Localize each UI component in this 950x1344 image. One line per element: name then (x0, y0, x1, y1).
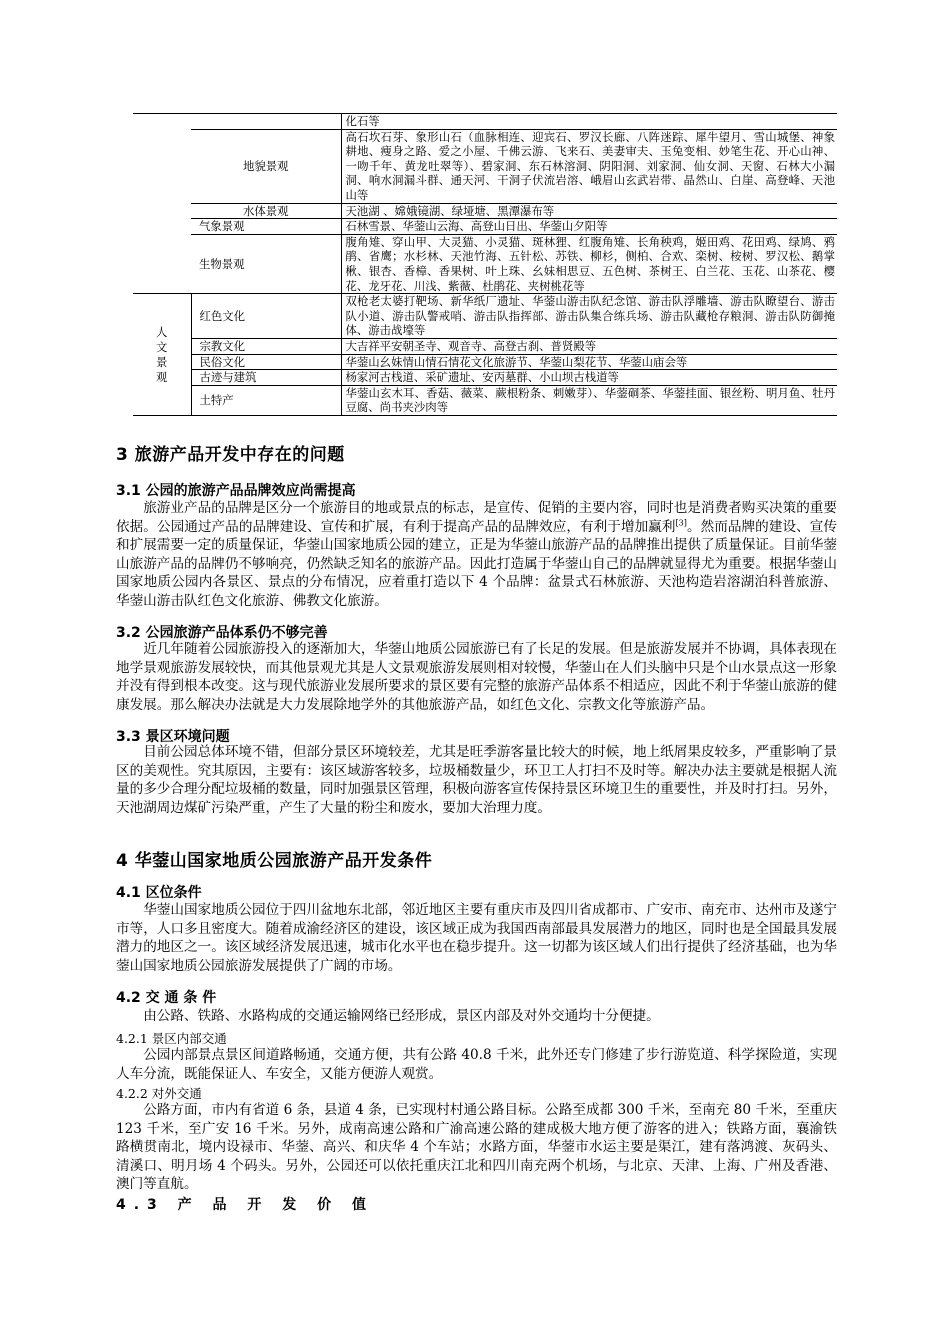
table-row (133, 354, 837, 370)
table-cell: 双枪老太婆打靶场、新华纸厂遗址、华蓥山游击队纪念馆、游击队浮雕墙、游击队瞭望台、游击队小道、游击队警戒哨、游击队指挥部、游击队集合练兵场、游击队藏枪存粮洞、游击队防御掩体、游击战壕等 (341, 294, 837, 339)
table-cell: 华蓥山玄木耳、香菇、薇菜、蕨根粉条、刺嫩芽）、华蓥硐茶、华蓥挂面、银丝粉、明月鱼、牡丹豆腐、尚书夹沙肉等 (341, 385, 837, 415)
table-row (133, 203, 837, 219)
section-3-3-paragraph: 目前公园总体环境不错，但部分景区环境较差，尤其是旺季游客量比较大的时候，地上纸屑果皮较多，严重影响了景区的美观性。究其原因，主要有：该区域游客较多，垃圾桶数量少，环卫工人打扫不及时等。解决办法主要就是根据人流量的多少合理分配垃圾桶的数量，同时加强景区管理，积极向游客宣传保持景区环境卫生的重要性，并及时打扫。另外，天池湖周边煤矿污染严重，产生了大量的粉尘和废水，要加大治理力度。 (116, 744, 837, 816)
section-4-2-paragraph: 由公路、铁路、水路构成的交通运输网络已经形成，景区内部及对外交通均十分便捷。 (143, 1008, 660, 1024)
section-4-2-2-paragraph: 公路方面，市内有省道 6 条，县道 4 条，已实现村村通公路目标。公路至成都 300 千米，至南充 80 千米，至重庆 123 千米，至广安 16 千米。另外，成南高速公路和广渝高速公路的建成极大地方便了游客的进入；铁路方面，襄渝铁路横贯南北，境内设禄市、华蓥、高兴、和庆华 4 个车站；水路方面，华蓥市水运主要是渠江，建有落鸿渡、灰码头、清溪口、明月场 4 个码头。另外，公园还可以依托重庆江北和四川南充两个机场，与北京、天津、上海、广州及香港、澳门等直航。 (116, 1102, 837, 1193)
table-row (133, 129, 837, 203)
category-label: 人文景观 (156, 324, 168, 384)
table-row (133, 370, 837, 386)
table-row (133, 338, 837, 354)
table-row (133, 385, 837, 415)
section-4-2-heading: 4.2 交 通 条 件 (116, 990, 217, 1006)
table-cell: 天池湖 、嫦娥镜湖、绿垭塘、黑潭瀑布等 (341, 203, 837, 219)
category-label: 宗教文化 (191, 338, 341, 354)
section-4-heading: 4 华蓥山国家地质公园旅游产品开发条件 (116, 851, 433, 871)
section-3-3-heading: 3.3 景区环境问题 (116, 729, 230, 745)
category-label: 水体景观 (191, 203, 341, 219)
section-3-2-paragraph: 近几年随着公园旅游投入的逐渐加大，华蓥山地质公园旅游已有了长足的发展。但是旅游发展并不协调，具体表现在地学景观旅游发展较快，而其他景观尤其是人文景观旅游发展则相对较慢，华蓥山在人们头脑中只是个山水景点这一形象并没有得到根本改变。这与现代旅游业发展所要求的景区要有完整的旅游产品体系不相适应，因此不利于华蓥山旅游的健康发展。那么解决办法就是大力发展除地学外的其他旅游产品，如红色文化、宗教文化等旅游产品。 (116, 641, 837, 713)
resource-table (133, 113, 837, 416)
section-3-heading: 3 旅游产品开发中存在的问题 (116, 445, 345, 465)
category-label: 土特产 (191, 385, 341, 415)
section-4-2-1-paragraph: 公园内部景点景区间道路畅通，交通方便，共有公路 40.8 千米，此外还专门修建了步行游览道、科学探险道，实现人车分流，既能保证人、车安全，又能方便游人观赏。 (116, 1047, 837, 1082)
category-label: 生物景观 (191, 234, 341, 293)
table-cell: 高石坎石芽、象形山石（血脉相连、迎宾石、罗汉长廊、八阵迷踪、犀牛望月、雪山城堡、神象耕地、瘦身之路、爱之小屋、千佛云游、飞来石、美妻审夫、玉兔变相、妙笔生花、开心山神、一吻千年、黄龙吐翠等）、碧家洞、东石林溶洞、阴阳洞、刘家洞、仙女洞、天窗、石林大小漏洞、响水洞漏斗群、通天河、干洞子伏流岩溶、峨眉山玄武岩带、晶然山、白崖、高登峰、天池山等 (341, 129, 837, 203)
table-cell: 石林雪景、华蓥山云海、高登山日出、华蓥山夕阳等 (341, 219, 837, 235)
category-label: 红色文化 (191, 294, 341, 339)
section-4-1-heading: 4.1 区位条件 (116, 885, 202, 901)
section-4-3-heading: 4.3 产 品 开 发 价 值 (116, 1197, 375, 1213)
category-label: 地貌景观 (191, 129, 341, 203)
table-row (133, 219, 837, 235)
table-cell: 腹角雉、穿山甲、大灵猫、小灵猫、斑林狸、红腹角雉、长角秧鸡，姬田鸡、花田鸡、绿鸠、鸦鹃、省鹰；水杉林、天池竹海、五针松、苏铁、柳杉，侧柏、合欢、栾树、桉树、罗汉松、鹅掌楸、银杏、香樟、香果树、叶上珠、幺妹相思豆、五色树、茶树王、白兰花、玉花、山茶花、樱花、龙牙花、川浅、紫薇、杜鹃花、夹树桃花等 (341, 234, 837, 293)
category-label: 古迹与建筑 (191, 370, 341, 386)
table-cell: 杨家河古栈道、采矿遗址、安丙墓群、小山坝古栈道等 (341, 370, 837, 386)
citation-ref: [3] (675, 518, 687, 528)
table-row (133, 294, 837, 339)
table-row (133, 114, 837, 130)
section-3-1-heading: 3.1 公园的旅游产品品牌效应尚需提高 (116, 483, 356, 499)
category-label: 气象景观 (191, 219, 341, 235)
table-row (133, 234, 837, 293)
section-3-2-heading: 3.2 公园旅游产品体系仍不够完善 (116, 625, 328, 641)
table-cell: 大吉祥平安朝圣寺、观音寺、高登古刹、普贤殿等 (341, 338, 837, 354)
section-4-2-2-heading: 4.2.2 对外交通 (116, 1086, 202, 1101)
category-label: 民俗文化 (191, 354, 341, 370)
section-3-1-paragraph: 旅游业产品的品牌是区分一个旅游目的地或景点的标志，是宣传、促销的主要内容，同时也是消费者购买决策的重要依据。公园通过产品的品牌建设、宣传和扩展，有利于提高产品的品牌效应，有利于增加赢利[3]。然而品牌的建设、宣传和扩展需要一定的质量保证，华蓥山国家地质公园的建立，正是为华蓥山旅游产品的品牌推出提供了质量保证。目前华蓥山旅游产品的品牌仍不够响亮，仍然缺乏知名的旅游产品。因此打造属于华蓥山自己的品牌就显得尤为重要。根据华蓥山国家地质公园内各景区、景点的分布情况，应着重打造以下 4 个品牌：盆景式石林旅游、天池构造岩溶湖泊科普旅游、华蓥山游击队红色文化旅游、佛教文化旅游。 (116, 500, 838, 609)
section-4-1-paragraph: 华蓥山国家地质公园位于四川盆地东北部，邻近地区主要有重庆市及四川省成都市、广安市、南充市、达州市及遂宁市等，人口多且密度大。随着成渝经济区的建设，该区域正成为我国西南部最具发展潜力的地区，同时也是全国最具发展潜力的地区之一。该区域经济发展迅速，城市化水平也在稳步提升。这一切都为该区域人们出行提供了经济基础，也为华蓥山国家地质公园旅游发展提供了广阔的市场。 (116, 902, 837, 974)
table-cell: 华蓥山幺妹情山情石情花文化旅游节、华蓥山梨花节、华蓥山庙会等 (341, 354, 837, 370)
table-cell: 化石等 (341, 114, 837, 130)
section-4-2-1-heading: 4.2.1 景区内部交通 (116, 1031, 227, 1046)
